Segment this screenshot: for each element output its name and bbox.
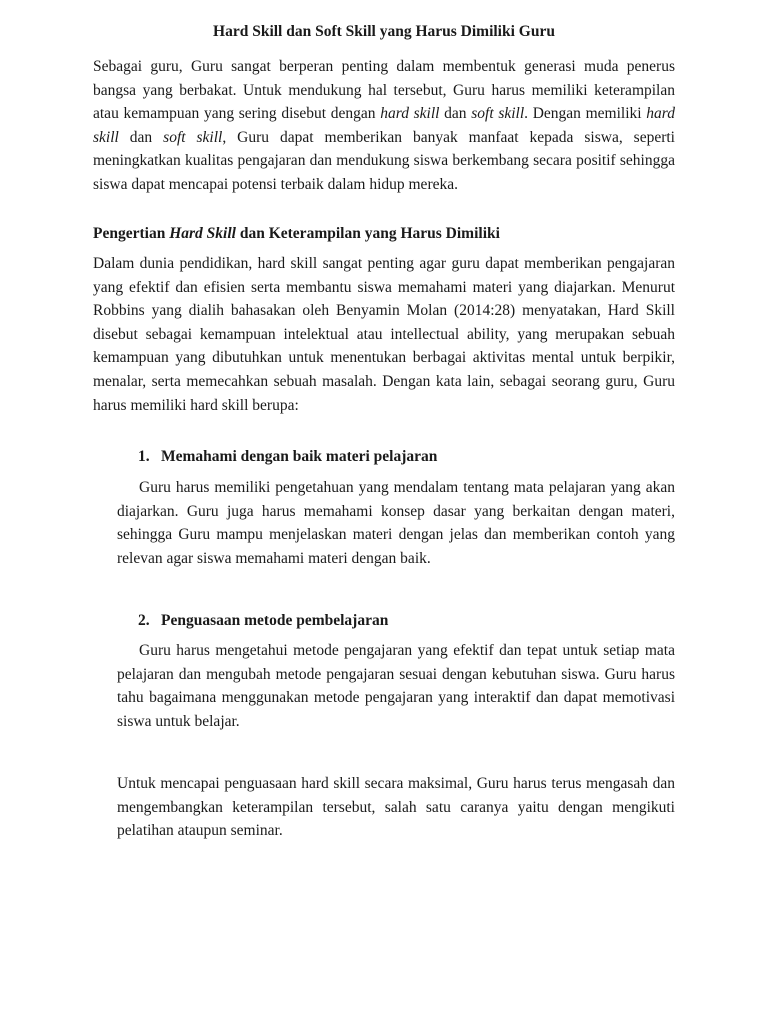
section-heading-em: Hard Skill [169, 225, 236, 242]
section-heading-suffix: dan Keterampilan yang Harus Dimiliki [235, 225, 500, 242]
intro-em-hard-skill: hard skill [380, 105, 440, 123]
list-item-1-body: Guru harus memiliki pengetahuan yang mendalam tentang mata pelajaran yang akan diajarkan. Guru juga harus memahami konsep dasar yang berkaitan dengan materi, sehingga Guru mampu menjelaskan materi dengan jelas dan memberikan contoh yang relevan agar siswa memahami materi dengan baik. [117, 479, 675, 567]
list-item-2-title: Penguasaan metode pembelajaran [161, 612, 389, 629]
intro-em-hard-skill-2: hard skill [93, 105, 675, 146]
list-item-1-number: 1. [138, 448, 150, 465]
section-heading [93, 222, 500, 246]
list-item-1-title: Memahami dengan baik materi pelajaran [161, 448, 438, 465]
intro-text-3: . Dengan memiliki [524, 105, 647, 123]
intro-paragraph [93, 55, 675, 197]
closing-paragraph: Untuk mencapai penguasaan hard skill secara maksimal, Guru harus terus mengasah dan mengembangkan keterampilan tersebut, salah satu caranya yaitu dengan mengikuti pelatihan ataupun seminar. [117, 775, 675, 840]
intro-em-soft-skill-2: soft skill [163, 128, 223, 146]
intro-text-2: dan [439, 105, 472, 123]
intro-text-4: dan [118, 128, 164, 146]
document-title: Hard Skill dan Soft Skill yang Harus Dimiliki Guru [213, 23, 555, 40]
section-paragraph: Dalam dunia pendidikan, hard skill sangat penting agar guru dapat memberikan pengajaran yang efektif dan efisien serta membantu siswa memahami materi yang diajarkan. Menurut Robbins yang dialih bahasakan oleh Benyamin Molan (2014:28) menyatakan, Hard Skill disebut sebagai kemampuan intelektual atau intellectual ability, yang merupakan sebuah kemampuan yang dibutuhkan untuk menentukan berbagai aktivitas mental untuk berpikir, menalar, serta memecahkan sebuah masalah. Dengan kata lain, sebagai seorang guru, Guru harus memiliki hard skill berupa: [93, 255, 675, 414]
list-item-1-heading [138, 445, 437, 469]
list-item-2-body: Guru harus mengetahui metode pengajaran yang efektif dan tepat untuk setiap mata pelajaran dan mengubah metode pengajaran sesuai dengan kebutuhan siswa. Guru harus tahu bagaimana menggunakan metode pengajaran yang interaktif dan dapat memotivasi siswa untuk belajar. [117, 642, 675, 730]
intro-text-5: , Guru dapat memberikan banyak manfaat kepada siswa, seperti meningkatkan kualitas pengajaran dan mendukung siswa berkembang secara positif sehingga siswa dapat mencapai potensi terbaik dalam hidup mereka. [93, 128, 675, 193]
intro-text-1: Sebagai guru, Guru sangat berperan penting dalam membentuk generasi muda penerus bangsa yang berbakat. Untuk mendukung hal tersebut, Guru harus memiliki keterampilan atau kemampuan yang sering disebut dengan [93, 58, 675, 123]
list-item-2-heading [138, 609, 388, 633]
list-item-2-number: 2. [138, 612, 150, 629]
intro-em-soft-skill: soft skill [471, 105, 525, 123]
section-heading-prefix: Pengertian [93, 225, 170, 242]
